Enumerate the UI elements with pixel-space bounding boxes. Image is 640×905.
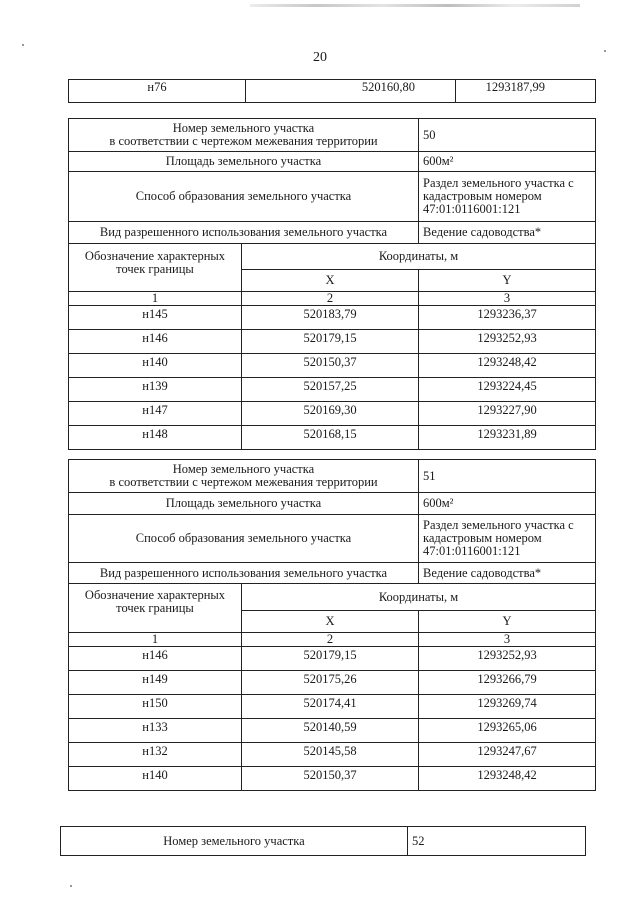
table-row: [69, 633, 596, 647]
point-y: 1293266,79: [419, 671, 596, 695]
plot-number-value: 51: [419, 460, 596, 493]
column-number: 1: [69, 292, 242, 306]
point-name: н133: [69, 719, 242, 743]
x-header: X: [242, 270, 419, 292]
table-row: [69, 119, 596, 152]
plot-number-label: Номер земельного участка в соответствии с чертежом межевания территории: [69, 119, 419, 152]
page-number: 20: [313, 50, 327, 65]
column-number: 1: [69, 633, 242, 647]
method-label: Способ образования земельного участка: [69, 172, 419, 222]
point-name: н146: [69, 330, 242, 354]
table-row: [69, 354, 596, 378]
plot-50-table: [68, 118, 596, 450]
table-row: [69, 671, 596, 695]
use-value: Ведение садоводства*: [419, 563, 596, 584]
point-x: 520175,26: [242, 671, 419, 695]
point-x: 520157,25: [242, 378, 419, 402]
point-x: 520169,30: [242, 402, 419, 426]
point-y: 1293248,42: [419, 767, 596, 791]
point-name: н146: [69, 647, 242, 671]
table-row: [69, 292, 596, 306]
plot-number-value: 52: [408, 827, 586, 856]
table-row: [69, 460, 596, 493]
point-name: н145: [69, 306, 242, 330]
table-row: [69, 402, 596, 426]
point-name: н149: [69, 671, 242, 695]
table-row: [69, 378, 596, 402]
x-header: X: [242, 611, 419, 633]
area-value: 600м²: [419, 152, 596, 172]
table-row: [69, 719, 596, 743]
point-x: 520168,15: [242, 426, 419, 450]
method-value: Раздел земельного участка с кадастровым номером 47:01:0116001:121: [419, 515, 596, 563]
table-row: [61, 827, 586, 856]
point-y: 1293231,89: [419, 426, 596, 450]
table-row: [69, 80, 596, 103]
use-value: Ведение садоводства*: [419, 222, 596, 244]
plot-number-label: Номер земельного участка: [61, 827, 408, 856]
point-name: н76: [69, 80, 246, 103]
point-designation-header: Обозначение характерных точек границы: [69, 244, 242, 292]
point-y: 1293247,67: [419, 743, 596, 767]
area-label: Площадь земельного участка: [69, 493, 419, 515]
plot-52-table: [60, 826, 586, 856]
table-row: [69, 306, 596, 330]
method-value: Раздел земельного участка с кадастровым номером 47:01:0116001:121: [419, 172, 596, 222]
plot-51-table: [68, 459, 596, 791]
table-row: [69, 172, 596, 222]
scan-speck: [70, 885, 72, 887]
point-x: 520150,37: [242, 767, 419, 791]
point-y: 1293224,45: [419, 378, 596, 402]
point-name: н147: [69, 402, 242, 426]
scan-speck: [22, 44, 24, 46]
point-name: н139: [69, 378, 242, 402]
point-name: н148: [69, 426, 242, 450]
point-x: 520183,79: [242, 306, 419, 330]
table-row: [69, 222, 596, 244]
plot-number-label: Номер земельного участка в соответствии с чертежом межевания территории: [69, 460, 419, 493]
use-label: Вид разрешенного использования земельного участка: [69, 563, 419, 584]
point-y: 1293187,99: [456, 80, 596, 103]
table-row: [69, 695, 596, 719]
table-row: [69, 493, 596, 515]
plot-number-value: 50: [419, 119, 596, 152]
table-row: [69, 426, 596, 450]
table-row: [69, 563, 596, 584]
table-row: [69, 767, 596, 791]
table-row: [69, 584, 596, 611]
point-x: 520145,58: [242, 743, 419, 767]
point-x: 520150,37: [242, 354, 419, 378]
point-x: 520140,59: [242, 719, 419, 743]
point-y: 1293227,90: [419, 402, 596, 426]
point-name: н140: [69, 354, 242, 378]
point-x: 520179,15: [242, 647, 419, 671]
point-name: н132: [69, 743, 242, 767]
table-row: [69, 743, 596, 767]
point-name: н140: [69, 767, 242, 791]
table-row: [69, 515, 596, 563]
area-value: 600м²: [419, 493, 596, 515]
coordinates-header: Координаты, м: [242, 584, 596, 611]
column-number: 3: [419, 633, 596, 647]
point-y: 1293252,93: [419, 647, 596, 671]
point-y: 1293248,42: [419, 354, 596, 378]
column-number: 2: [242, 633, 419, 647]
table-row: [69, 647, 596, 671]
point-y: 1293269,74: [419, 695, 596, 719]
table-row: [69, 152, 596, 172]
column-number: 3: [419, 292, 596, 306]
point-x: 520179,15: [242, 330, 419, 354]
point-x: 520160,80: [246, 80, 456, 103]
y-header: Y: [419, 611, 596, 633]
point-y: 1293236,37: [419, 306, 596, 330]
table-row: [69, 244, 596, 270]
continuation-table: [68, 79, 596, 103]
coordinates-header: Координаты, м: [242, 244, 596, 270]
point-y: 1293252,93: [419, 330, 596, 354]
method-label: Способ образования земельного участка: [69, 515, 419, 563]
point-y: 1293265,06: [419, 719, 596, 743]
point-x: 520174,41: [242, 695, 419, 719]
point-designation-header: Обозначение характерных точек границы: [69, 584, 242, 633]
column-number: 2: [242, 292, 419, 306]
point-name: н150: [69, 695, 242, 719]
scan-artifact: [250, 4, 580, 7]
y-header: Y: [419, 270, 596, 292]
area-label: Площадь земельного участка: [69, 152, 419, 172]
use-label: Вид разрешенного использования земельного участка: [69, 222, 419, 244]
table-row: [69, 330, 596, 354]
